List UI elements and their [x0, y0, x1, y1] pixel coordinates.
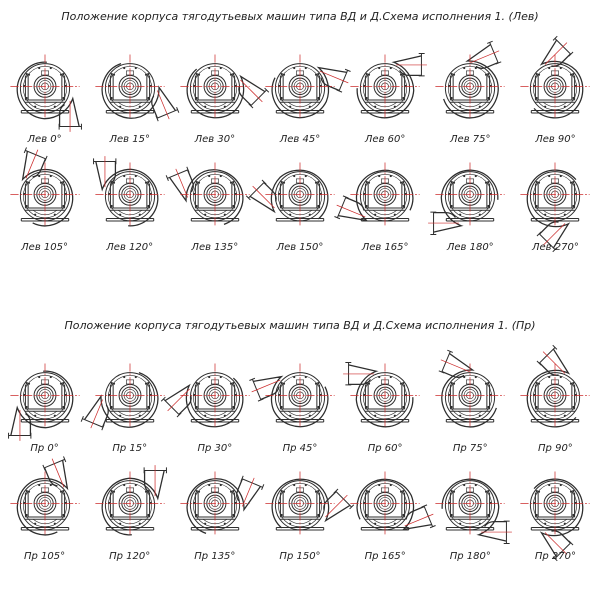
fan-drawing — [4, 47, 86, 133]
volute-outlet — [349, 465, 438, 551]
fan-label: Лев 120° — [106, 242, 154, 253]
fan-label: Лев 150° — [276, 242, 324, 253]
outlet-axis-centerline — [441, 360, 470, 372]
fan-drawing — [4, 464, 86, 550]
volute-outlet — [506, 159, 600, 254]
fan-label: Пр 0° — [30, 443, 59, 454]
fan-label: Пр 180° — [449, 551, 491, 562]
fan-cell — [172, 464, 257, 572]
outlet-inner-wall — [183, 170, 196, 192]
volute-outlet — [506, 344, 600, 439]
outlet-inner-wall — [476, 58, 498, 71]
fan-drawing — [429, 47, 511, 133]
volute-outlet — [332, 156, 421, 242]
volute-outlet — [175, 45, 270, 140]
section-right-rotation — [0, 319, 600, 572]
fan-cell — [172, 155, 257, 263]
fan-drawing — [259, 47, 341, 133]
fan-drawing — [174, 356, 256, 442]
fan-cell — [2, 155, 87, 263]
fan-drawing — [4, 356, 86, 442]
fan-label: Лев 30° — [194, 134, 236, 145]
fan-cell — [428, 155, 513, 263]
fan-drawing — [4, 155, 86, 241]
volute-outlet — [165, 149, 251, 238]
fan-grid-left — [0, 47, 600, 263]
volute-outlet — [159, 354, 254, 449]
outlet-axis-centerline — [157, 91, 169, 120]
fan-label: Лев 165° — [361, 242, 409, 253]
fan-cell — [172, 47, 257, 155]
fan-label: Пр 165° — [364, 551, 406, 562]
fan-cell — [428, 47, 513, 155]
fan-label: Пр 45° — [282, 443, 318, 454]
fan-label: Лев 75° — [450, 134, 491, 145]
fan-drawing — [429, 356, 511, 442]
fan-cell — [257, 464, 342, 572]
fan-label: Пр 75° — [452, 443, 488, 454]
volute-outlet — [102, 465, 166, 535]
outlet-inner-wall — [540, 219, 559, 238]
fan-cell — [343, 356, 428, 464]
fan-cell — [87, 464, 172, 572]
fan-drawing — [429, 155, 511, 241]
fan-drawing — [514, 47, 596, 133]
outlet-inner-wall — [321, 492, 340, 511]
outlet-inner-wall — [344, 198, 366, 211]
fan-label: Лев 60° — [364, 134, 406, 145]
fan-label: Лев 105° — [21, 242, 68, 253]
fan-cell — [87, 356, 172, 464]
fan-label: Лев 15° — [109, 134, 150, 145]
fan-cell — [2, 47, 87, 155]
fan-cell — [513, 47, 598, 155]
outlet-axis-centerline — [176, 169, 188, 198]
fan-drawing — [89, 356, 171, 442]
section-title-left: Положение корпуса тягодутьевых машин типа ВД и Д.Схема исполнения 1. (Лев) — [61, 10, 539, 23]
fan-label: Пр 150° — [279, 551, 321, 562]
fan-cell — [513, 155, 598, 263]
outlet-axis-centerline — [242, 478, 254, 507]
volute-outlet — [178, 458, 264, 547]
fan-cell — [428, 464, 513, 572]
fan-drawing — [344, 47, 426, 133]
fan-drawing — [174, 155, 256, 241]
outlet-axis-centerline — [471, 51, 500, 63]
outlet-inner-wall — [259, 386, 281, 399]
fan-drawing — [89, 47, 171, 133]
outlet-inner-wall — [234, 479, 247, 501]
volute-outlet — [510, 468, 600, 563]
fan-grid-right — [0, 356, 600, 572]
fan-drawing — [89, 155, 171, 241]
fan-drawing — [514, 356, 596, 442]
fan-label: Пр 90° — [538, 443, 573, 454]
fan-cell — [257, 47, 342, 155]
outlet-inner-wall — [404, 507, 426, 520]
fan-drawing — [259, 155, 341, 241]
fan-cell — [2, 356, 87, 464]
fan-label: Лев 90° — [535, 134, 576, 145]
outlet-axis-centerline — [91, 400, 103, 429]
outlet-inner-wall — [149, 96, 162, 118]
fan-drawing — [344, 155, 426, 241]
volute-outlet — [357, 54, 427, 118]
fan-label: Пр 120° — [109, 551, 151, 562]
volute-spiral — [169, 154, 251, 237]
fan-cell — [343, 47, 428, 155]
fan-label: Пр 60° — [367, 443, 403, 454]
fan-drawing — [174, 47, 256, 133]
outlet-inner-wall — [98, 405, 111, 427]
fan-label: Лев 180° — [446, 242, 494, 253]
outlet-inner-wall — [260, 183, 279, 202]
volute-outlet — [510, 35, 600, 130]
outlet-inner-wall — [552, 528, 571, 547]
fan-drawing — [174, 464, 256, 550]
fan-label: Лев 0° — [27, 134, 62, 145]
fan-cell — [87, 47, 172, 155]
fan-drawing — [514, 155, 596, 241]
volute-outlet — [343, 363, 413, 427]
section-left-rotation — [0, 0, 600, 263]
fan-cell — [87, 155, 172, 263]
fan-label: Пр 135° — [194, 551, 236, 562]
fan-label: Лев 45° — [279, 134, 321, 145]
fan-label: Пр 15° — [112, 443, 148, 454]
fan-cell — [343, 464, 428, 572]
fan-cell — [257, 155, 342, 263]
fan-label: Лев 135° — [191, 242, 239, 253]
fan-cell — [257, 356, 342, 464]
fan-label: Пр 270° — [534, 551, 576, 562]
volute-spiral — [178, 463, 260, 546]
fan-drawing — [259, 464, 341, 550]
fan-drawing — [344, 464, 426, 550]
fan-label: Пр 30° — [197, 443, 233, 454]
fan-drawing — [89, 464, 171, 550]
volute-outlet — [93, 156, 157, 226]
outlet-inner-wall — [319, 77, 341, 90]
volute-spiral — [426, 353, 509, 435]
fan-label: Лев 270° — [532, 242, 579, 253]
fan-cell — [2, 464, 87, 572]
fan-cell — [343, 155, 428, 263]
fan-drawing — [429, 464, 511, 550]
fan-cell — [172, 356, 257, 464]
fan-label: Пр 105° — [24, 551, 66, 562]
fan-cell — [513, 356, 598, 464]
fan-cell — [513, 464, 598, 572]
section-title-right: Положение корпуса тягодутьевых машин типа ВД и Д.Схема исполнения 1. (Пр) — [64, 319, 536, 332]
outlet-inner-wall — [442, 367, 464, 380]
fan-drawing — [259, 356, 341, 442]
volute-spiral — [431, 44, 514, 126]
fan-drawing — [344, 356, 426, 442]
fan-drawing — [514, 464, 596, 550]
fan-cell — [428, 356, 513, 464]
